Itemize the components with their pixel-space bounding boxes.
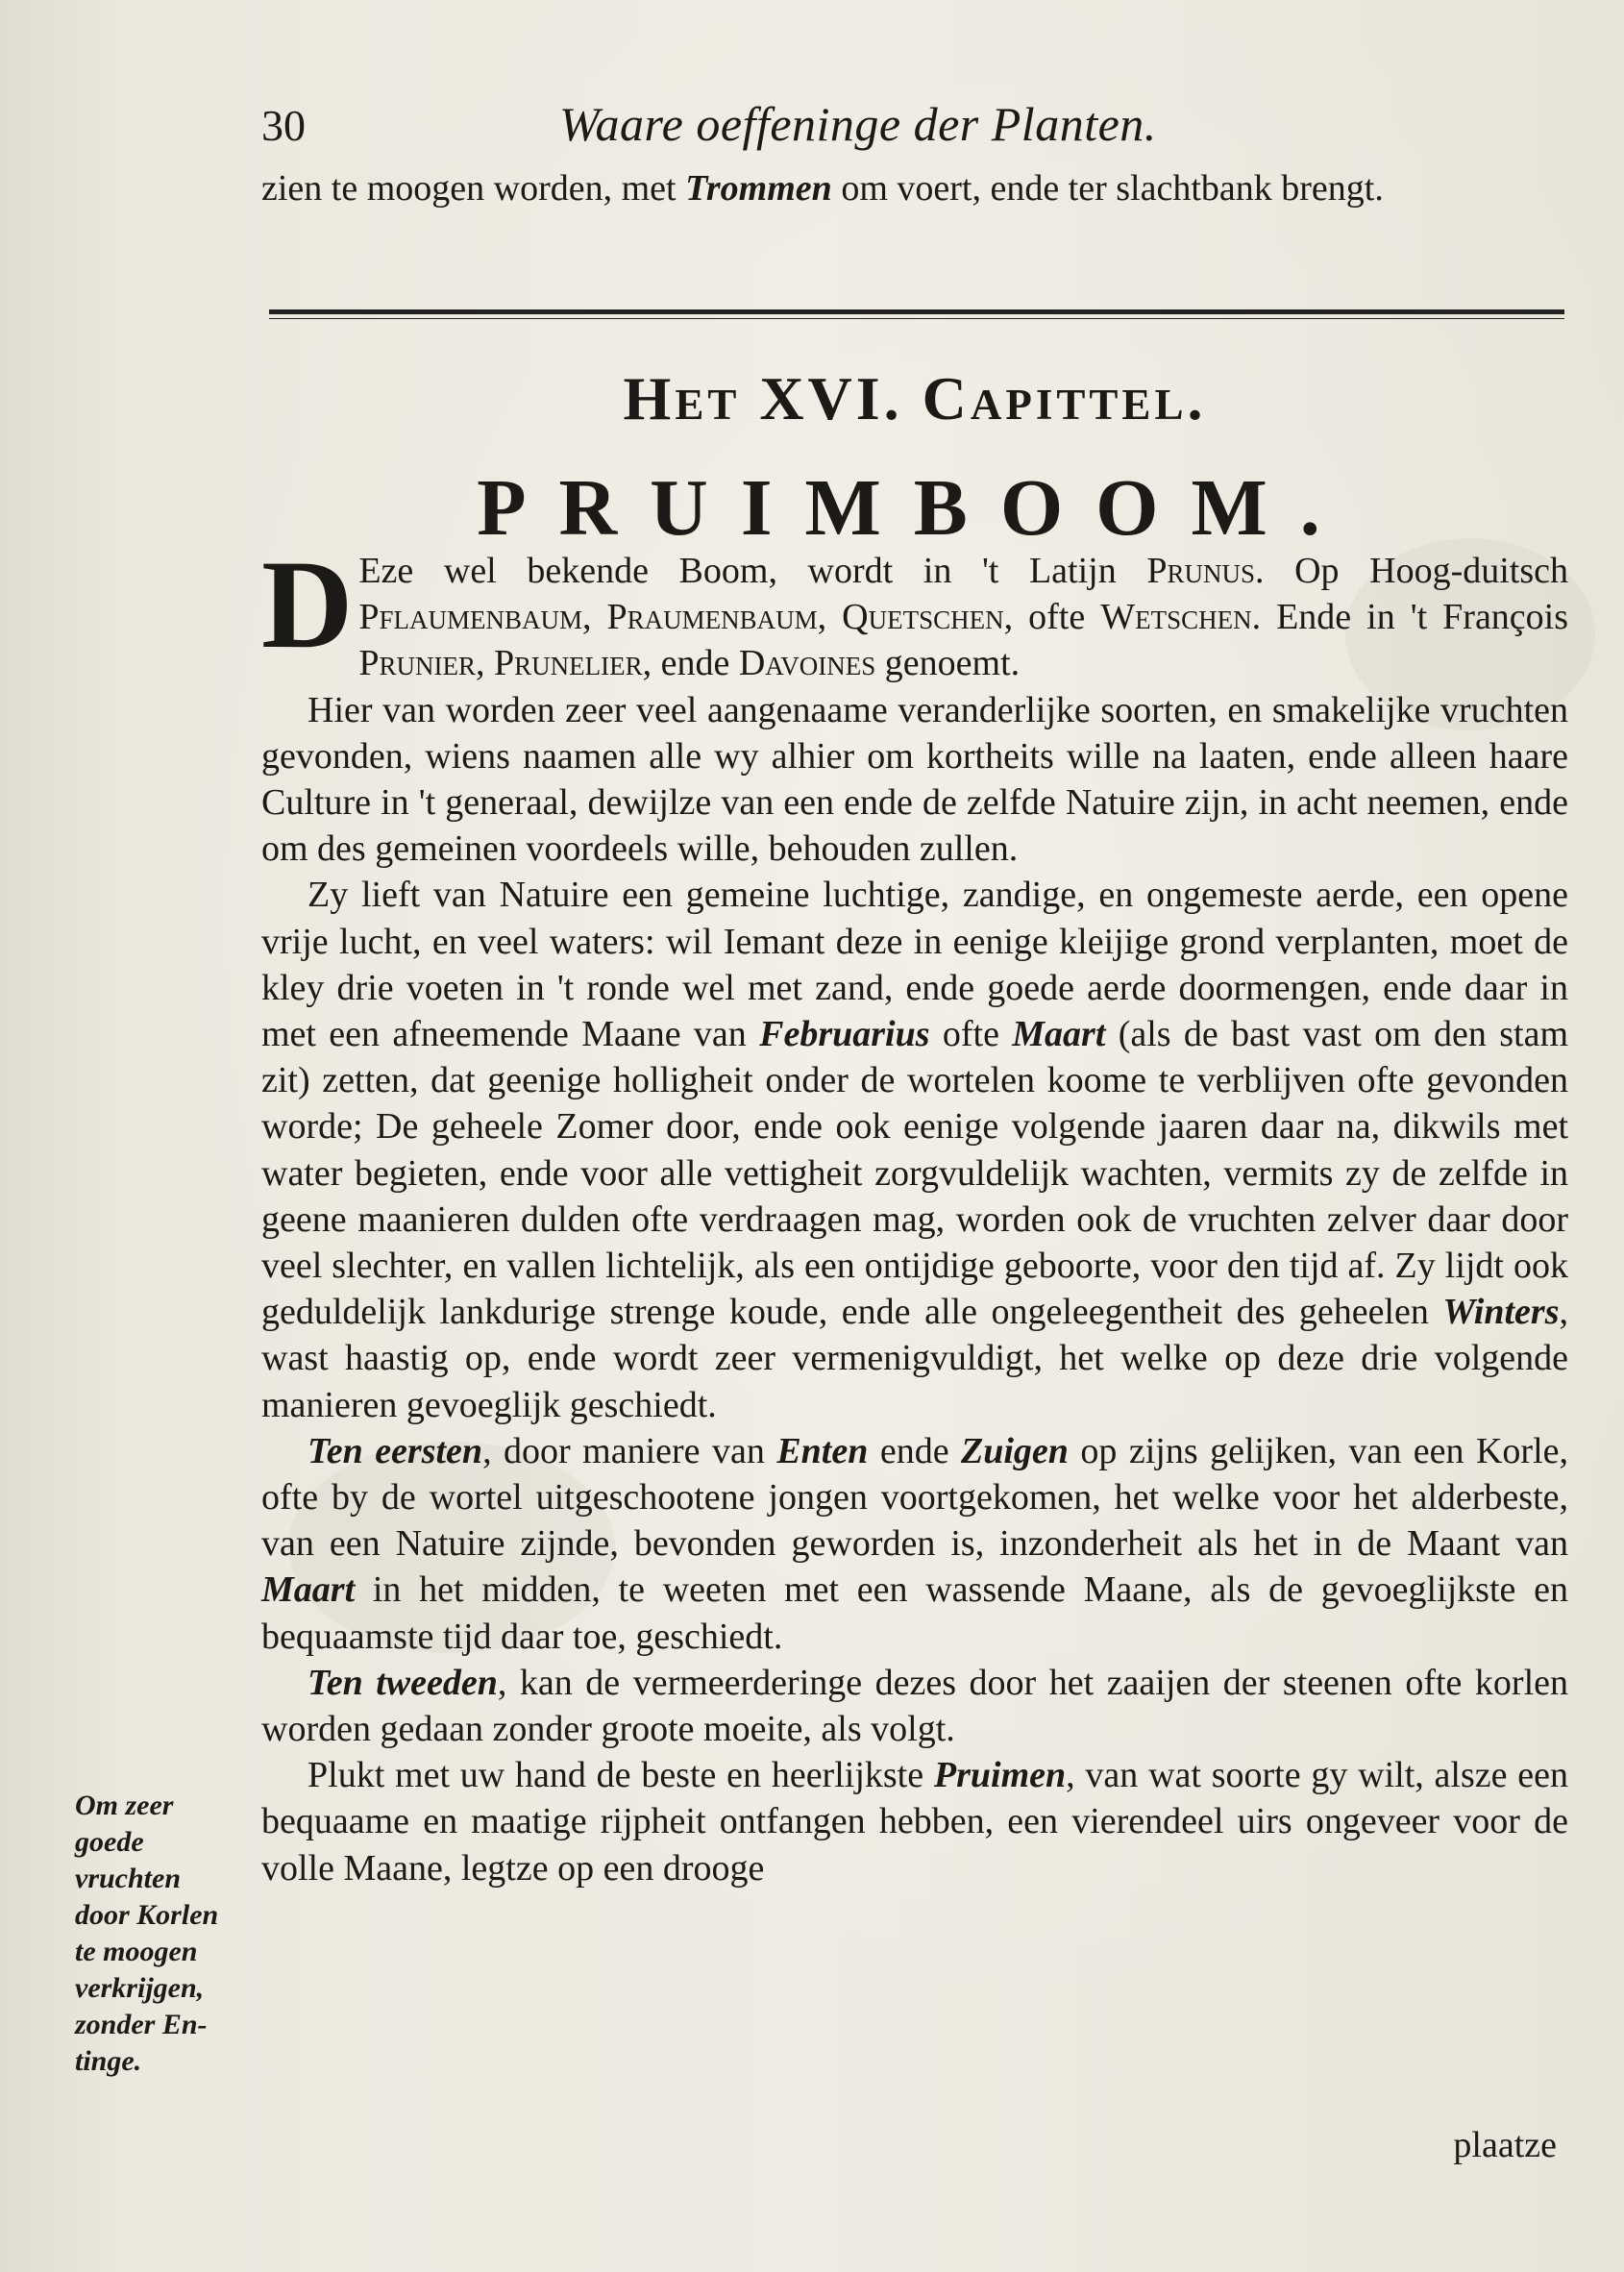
page-header xyxy=(261,96,1568,154)
continuation-text xyxy=(261,165,1568,211)
chapter-body xyxy=(261,533,1569,1891)
month-name: Maart xyxy=(1012,1014,1106,1055)
paragraph xyxy=(261,1428,1568,1660)
text-run: , xyxy=(475,643,494,684)
text-run: zien te moogen worden, met xyxy=(261,168,686,209)
margin-note-line: tinge. xyxy=(75,2045,142,2077)
text-run: Op Hoog-duitsch xyxy=(1264,551,1568,591)
text-run: (als de bast vast om den stam zit) zetten, dat geenige holligheit onder de wortelen koome te verblijven ofte gevonden worde; De geheele Zomer door, ende ook eenige volgende jaaren daar na, dikwils met water begieten, ende voor alle vettigheit zorgvuldelijk wachten, vermits zy de zelfde in geene maanieren dulden ofte verdraagen mag, worden ook de vruchten zelver daar door veel slechter, en vallen lichtelijk, als een ontijdige geboorte, voor den tijd af. Zy lijdt ook geduldelijk lankdurige strenge koude, ende alle ongeleegentheit des geheelen xyxy=(261,1014,1569,1333)
french-name: Davoines xyxy=(738,643,876,684)
chapter-divider-rule xyxy=(269,309,1564,319)
paragraph xyxy=(261,1660,1568,1752)
margin-note xyxy=(75,1788,258,2080)
margin-note-line: goede xyxy=(75,1826,144,1858)
french-name: Prunier xyxy=(358,643,476,684)
german-name: Pflaumenbaum xyxy=(358,597,582,638)
text-run: Ende in 't François xyxy=(1261,597,1569,638)
running-title: Waare oeffeninge der Planten. xyxy=(559,97,1157,151)
german-name: Wetschen. xyxy=(1100,597,1262,638)
text-run: ofte xyxy=(929,1014,1013,1055)
margin-note-line: door Korlen xyxy=(75,1899,219,1931)
text-run: , van wat soorte gy wilt, alsze een bequaame en maatige rijpheit ontfangen hebben, een vierendeel uirs ongeveer voor de volle Maane, legtze op een drooge xyxy=(261,1755,1569,1889)
drop-capital: D xyxy=(261,533,354,675)
text-run: , xyxy=(817,597,843,638)
margin-note-line: verkrijgen, xyxy=(75,1972,205,2004)
paragraph-lead: Ten tweeden xyxy=(308,1662,498,1703)
text-run: genoemt. xyxy=(875,643,1021,684)
emphasis: Pruimen xyxy=(933,1755,1067,1796)
german-name: Praumenbaum xyxy=(606,597,818,638)
latin-name: Prunus. xyxy=(1146,551,1265,591)
text-run: , ende xyxy=(642,643,739,684)
intro-paragraph xyxy=(261,533,1569,687)
emphasis: Winters xyxy=(1442,1292,1560,1333)
text-run: , wast haastig op, ende wordt zeer vermenigvuldigt, het welke op deze drie volgende manieren gevoeglijk geschiedt. xyxy=(261,1292,1568,1425)
margin-note-line: Om zeer xyxy=(75,1790,174,1821)
text-run: op zijns gelijken, van een Korle, ofte by de wortel uitgeschootene jongen voortgekomen, het welke voor het alderbeste, van een Natuire zijnde, bevonden geworden is, inzonderheit als het in de Maant van xyxy=(261,1430,1569,1565)
text-run: , kan de vermeerderinge dezes door het zaaijen der steenen ofte korlen worden gedaan zonder groote moeite, als volgt. xyxy=(261,1662,1568,1750)
margin-note-line: zonder En- xyxy=(75,2009,208,2040)
text-run: Eze wel bekende Boom, wordt in 't Latijn xyxy=(358,551,1147,591)
emphasis: Zuigen xyxy=(961,1430,1069,1471)
german-name: Quetschen xyxy=(842,597,1004,638)
text-run: ende xyxy=(868,1430,962,1471)
catchword: plaatze xyxy=(1453,2125,1557,2165)
paragraph-lead: Ten eersten xyxy=(308,1430,483,1471)
french-name: Prunelier xyxy=(493,643,643,684)
text-run: in het midden, te weeten met een wassende Maane, als de gevoeglijkste en bequaamste tijd daar toe, geschiedt. xyxy=(261,1569,1568,1657)
page-number: 30 xyxy=(261,101,306,150)
emphasis: Enten xyxy=(776,1430,869,1471)
month-name: Februarius xyxy=(759,1014,930,1055)
text-run: om voert, ende ter slachtbank brengt. xyxy=(831,168,1384,209)
chapter-heading: Het XVI. Capittel. xyxy=(623,364,1207,432)
text-run: , door maniere van xyxy=(482,1430,777,1471)
chapter-title: PRUIMBOOM. xyxy=(477,463,1353,553)
margin-note-line: te moogen xyxy=(75,1936,198,1967)
text-run: , xyxy=(581,597,607,638)
paragraph xyxy=(261,1752,1568,1891)
paragraph xyxy=(261,872,1568,1427)
emphasis: Trommen xyxy=(685,168,832,209)
month-name: Maart xyxy=(261,1569,356,1611)
paragraph: Hier van worden zeer veel aangenaame veranderlijke soorten, en smakelijke vruchten gevonden, wiens naamen alle wy alhier om kortheits wille na laaten, ende alleen haare Culture in 't generaal, dewijlze van een ende de zelfde Natuire zijn, in acht neemen, ende om des gemeinen voordeels wille, behouden zullen. xyxy=(261,689,1568,870)
text-run: , ofte xyxy=(1003,597,1101,638)
continuation-paragraph xyxy=(261,165,1568,211)
text-run: Plukt met uw hand de beste en heerlijkste xyxy=(308,1755,934,1796)
margin-note-line: vruchten xyxy=(75,1863,182,1894)
text-run: Zy lieft van Natuire een gemeine luchtige, zandige, en ongemeste aerde, een opene vrije lucht, en veel waters: wil Iemant deze in eenige kleijige grond verplanten, moet de kley drie voeten in 't ronde wel met zand, ende goede aerde doormengen, ende daar in met een afneemende Maane van xyxy=(261,875,1568,1055)
